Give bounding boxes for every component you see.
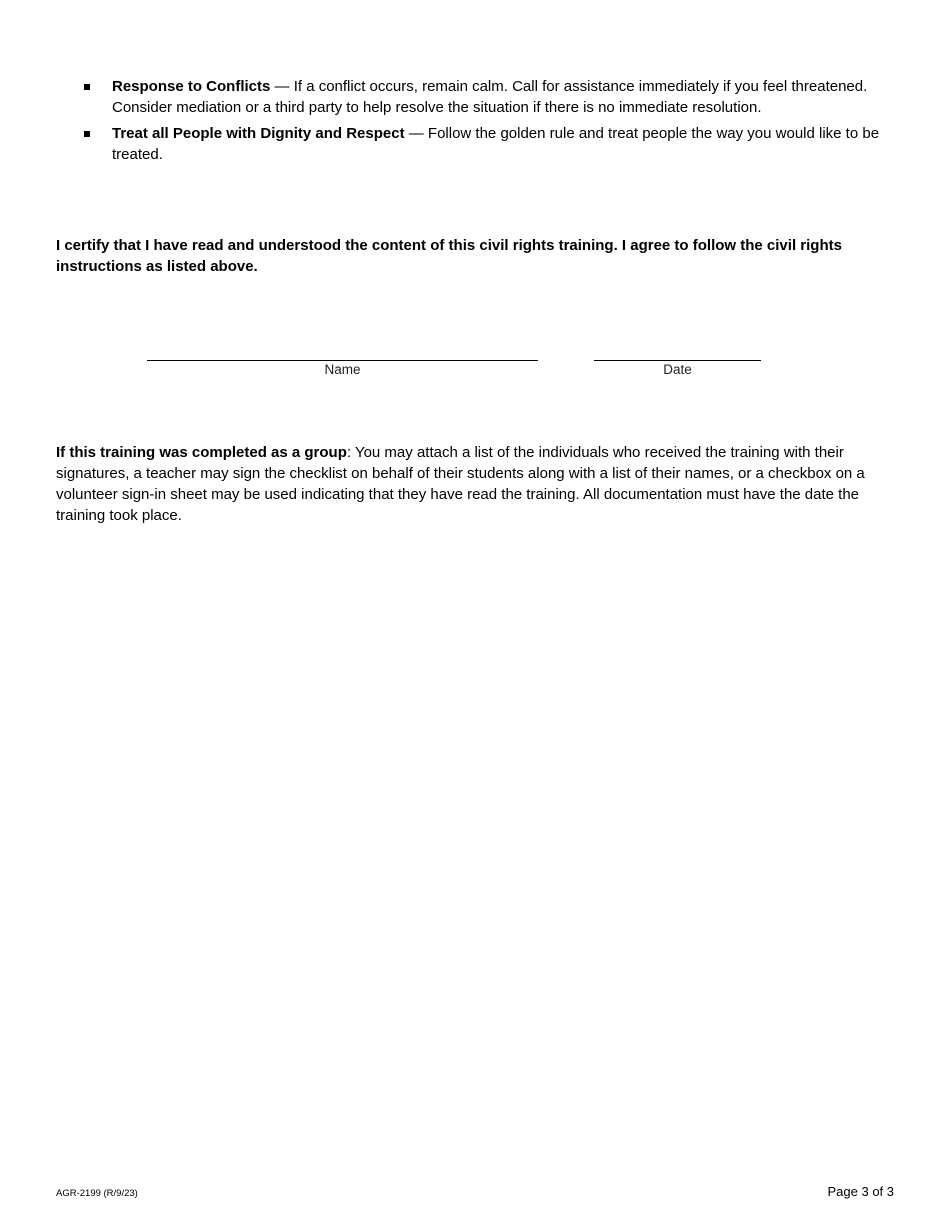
square-bullet-icon	[84, 131, 90, 137]
guideline-list	[84, 77, 904, 171]
square-bullet-icon	[84, 84, 90, 90]
date-signature-line[interactable]	[594, 360, 761, 361]
name-label: Name	[324, 362, 361, 377]
group-note-text: : You may attach a list of the individuals who received the training with their signatures, a teacher may sign the checklist on behalf of their students along with a list of their names, or a checkbox on a volunteer sign-in sheet may be used indicating that they have read the training. All documentation must have the date the training took place.	[56, 444, 865, 524]
bullet-title: Treat all People with Dignity and Respect	[112, 125, 405, 142]
page-number: Page 3 of 3	[827, 1184, 894, 1199]
bullet-text: — If a conflict occurs, remain calm. Call for assistance immediately if you feel threatened. Consider mediation or a third party to help resolve the situation if there is no immediate resolution.	[112, 78, 868, 116]
bullet-text: — Follow the golden rule and treat people the way you would like to be treated.	[112, 125, 880, 163]
bullet-title: Response to Conflicts	[112, 78, 271, 95]
date-label: Date	[663, 362, 692, 377]
name-signature-line[interactable]	[147, 360, 538, 361]
certification-statement: I certify that I have read and understood the content of this civil rights training. I agree to follow the civil rights instructions as listed above.	[56, 237, 842, 275]
form-id: AGR-2199 (R/9/23)	[56, 1188, 138, 1199]
group-training-note	[56, 442, 901, 526]
list-item-response-to-conflicts	[84, 77, 904, 118]
group-note-lead: If this training was completed as a group	[56, 444, 347, 461]
list-item-dignity-and-respect	[84, 124, 904, 165]
